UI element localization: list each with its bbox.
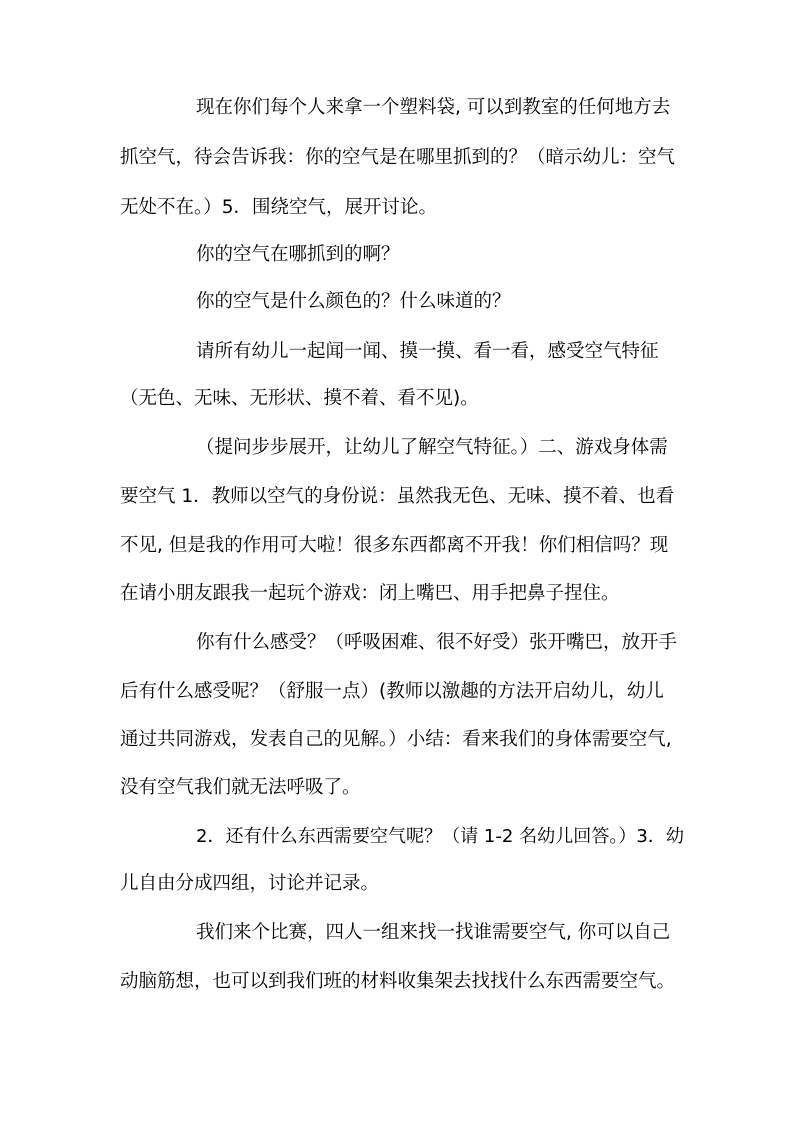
text-line-8: （提问步步展开，让幼儿了解空气特征。）二、游戏身体需	[196, 437, 668, 458]
text-line-11: 在请小朋友跟我一起玩个游戏：闭上嘴巴、用手把鼻子捏住。	[120, 583, 620, 604]
text-line-14: 通过共同游戏，发表自己的见解。）小结：看来我们的身体需要空气,	[120, 729, 672, 750]
text-line-10: 不见, 但是我的作用可大啦！很多东西都离不开我！你们相信吗？现	[120, 535, 669, 556]
text-line-18: 我们来个比赛，四人一组来找一找谁需要空气, 你可以自己	[196, 922, 671, 943]
text-line-17: 儿自由分成四组，讨论并记录。	[120, 873, 380, 894]
text-line-3: 无处不在。）5．围绕空气，展开讨论。	[120, 197, 438, 218]
text-line-16: 2．还有什么东西需要空气呢？（请 1-2 名幼儿回答。）3．幼	[196, 826, 685, 847]
text-line-12: 你有什么感受？（呼吸困难、很不好受）张开嘴巴，放开手	[196, 632, 678, 653]
text-line-7: （无色、无味、无形状、摸不着、看不见)。	[120, 388, 479, 409]
text-line-4: 你的空气在哪抓到的啊？	[196, 244, 400, 265]
text-line-2: 抓空气，待会告诉我：你的空气是在哪里抓到的？（暗示幼儿：空气	[120, 147, 676, 168]
text-line-1: 现在你们每个人来拿一个塑料袋, 可以到教室的任何地方去	[196, 97, 671, 118]
text-line-9: 要空气 1．教师以空气的身份说：虽然我无色、无味、摸不着、也看	[120, 486, 675, 507]
text-line-13: 后有什么感受呢？（舒服一点）(教师以激趣的方法开启幼儿，幼儿	[120, 681, 664, 702]
text-line-19: 动脑筋想，也可以到我们班的材料收集架去找找什么东西需要空气。	[120, 971, 676, 992]
text-line-6: 请所有幼儿一起闻一闻、摸一摸、看一看，感受空气特征	[196, 341, 659, 362]
text-line-5: 你的空气是什么颜色的？什么味道的？	[196, 291, 511, 312]
text-line-15: 没有空气我们就无法呼吸了。	[120, 777, 361, 798]
